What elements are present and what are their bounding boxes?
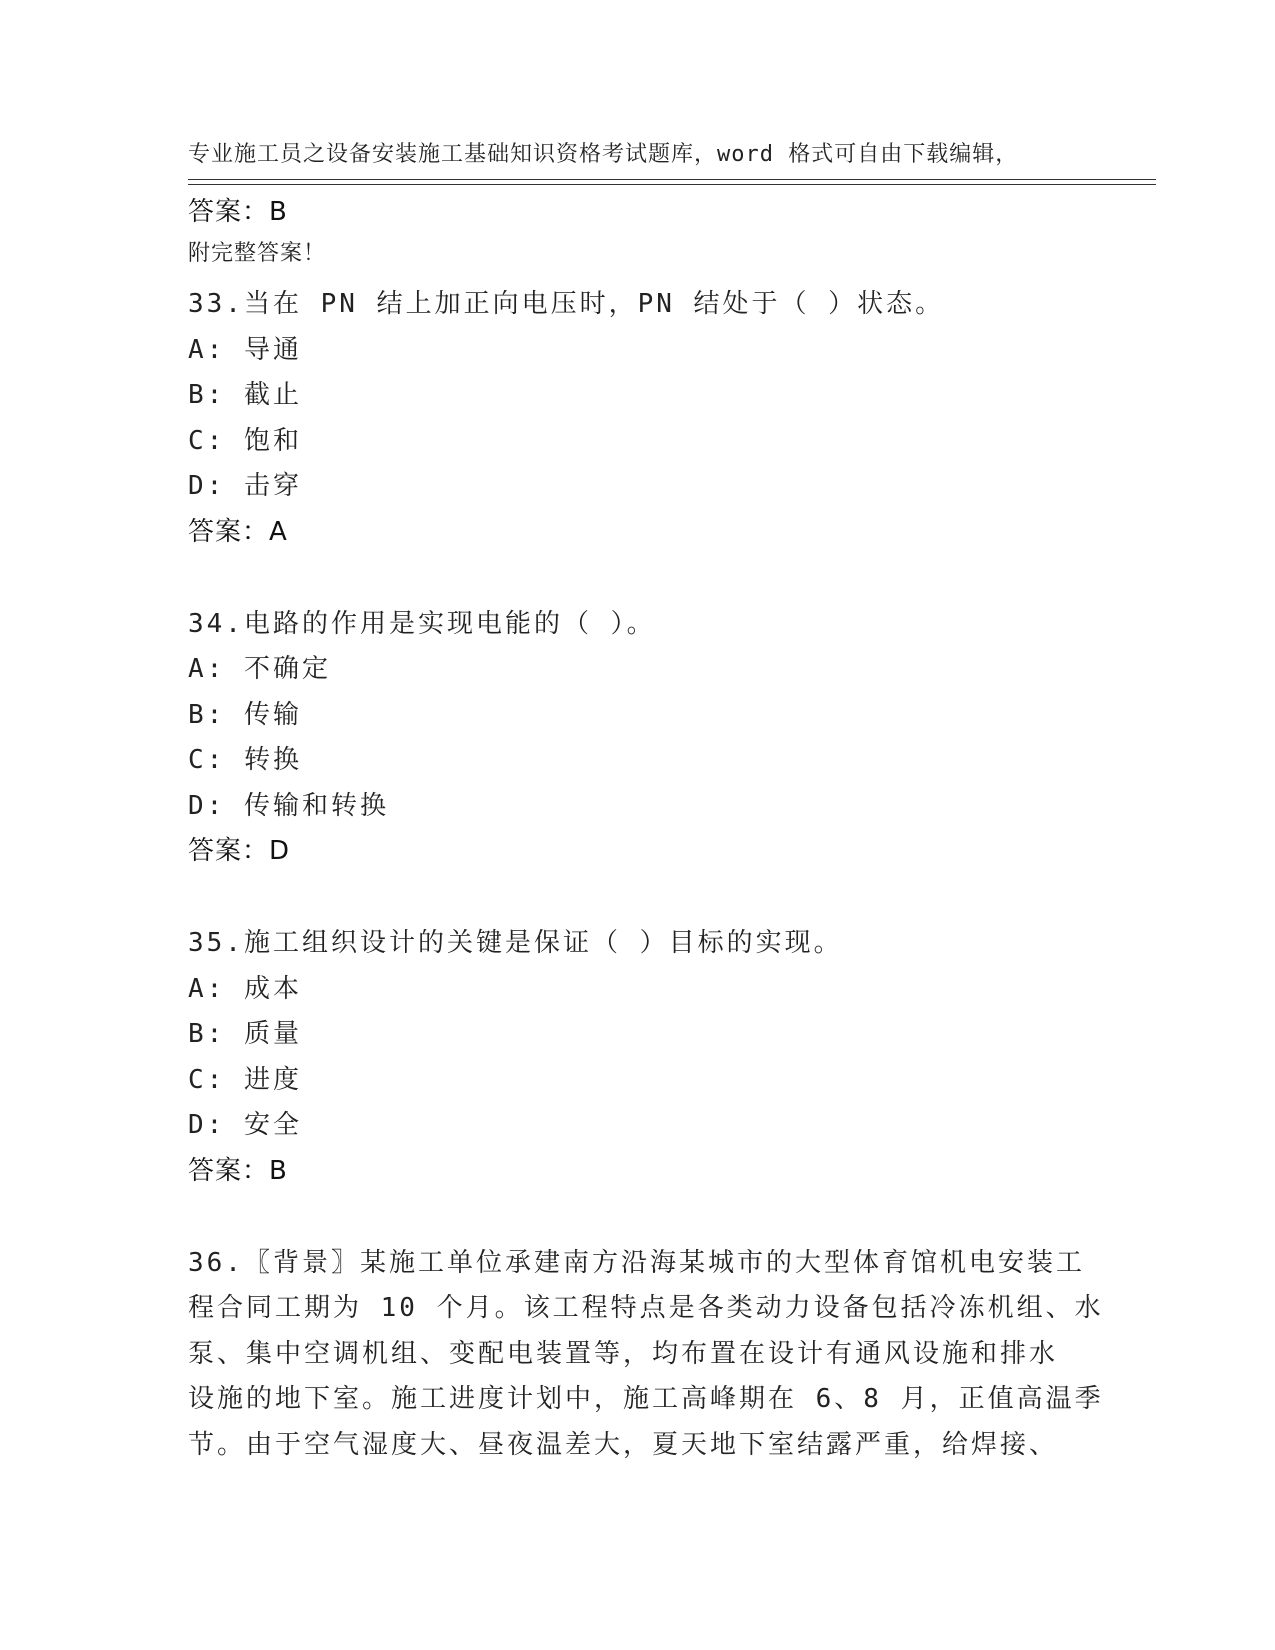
question-35 [188, 921, 1088, 1194]
option-d: D: 安全 [188, 1110, 302, 1140]
option-a: A: 成本 [188, 973, 302, 1004]
option-b: B: 截止 [188, 380, 302, 410]
document-body [188, 190, 1104, 1468]
option-a: A: 导通 [188, 334, 302, 365]
option-c: C: 进度 [188, 1064, 302, 1095]
answer: 答案：A [188, 516, 288, 547]
spacer [188, 1194, 1088, 1241]
option-d: D: 传输和转换 [188, 790, 389, 821]
option-b: B: 质量 [188, 1019, 302, 1049]
question-36-line-1: 36.〖背景〗某施工单位承建南方沿海某城市的大型体育馆机电安装工 [188, 1247, 1085, 1278]
spacer [188, 235, 1088, 282]
question-33 [188, 282, 1088, 555]
question-stem: 35.施工组织设计的关键是保证（ ）目标的实现。 [188, 928, 843, 958]
option-d: D: 击穿 [188, 471, 302, 501]
answer: 答案：D [188, 836, 291, 866]
question-36-line-2: 程合同工期为 10 个月。该工程特点是各类动力设备包括冷冻机组、水 [188, 1293, 1104, 1323]
question-34 [188, 602, 1088, 875]
option-c: C: 转换 [188, 745, 302, 775]
answer: 答案：B [188, 1155, 288, 1186]
header-line-1: 专业施工员之设备安装施工基础知识资格考试题库，word 格式可自由下载编辑， [188, 142, 1019, 167]
header-line-2: 附完整答案！ [188, 241, 327, 266]
spacer [188, 555, 1088, 602]
previous-answer: 答案：B [188, 197, 288, 227]
option-b: B: 传输 [188, 699, 302, 730]
question-36-line-4: 设施的地下室。施工进度计划中，施工高峰期在 6、8 月，正值高温季 [188, 1384, 1104, 1414]
question-36 [188, 1241, 1104, 1469]
question-36-line-5: 节。由于空气湿度大、昼夜温差大，夏天地下室结露严重，给焊接、 [188, 1429, 1059, 1460]
header-divider-bottom [188, 184, 1156, 185]
option-c: C: 饱和 [188, 425, 302, 456]
question-36-line-3: 泵、集中空调机组、变配电装置等，均布置在设计有通风设施和排水 [188, 1338, 1059, 1369]
option-a: A: 不确定 [188, 654, 331, 684]
spacer [188, 874, 1088, 921]
question-stem: 33.当在 PN 结上加正向电压时，PN 结处于（ ）状态。 [188, 289, 945, 319]
header-divider-top [188, 179, 1156, 180]
question-stem: 34.电路的作用是实现电能的（ ）。 [188, 608, 656, 639]
